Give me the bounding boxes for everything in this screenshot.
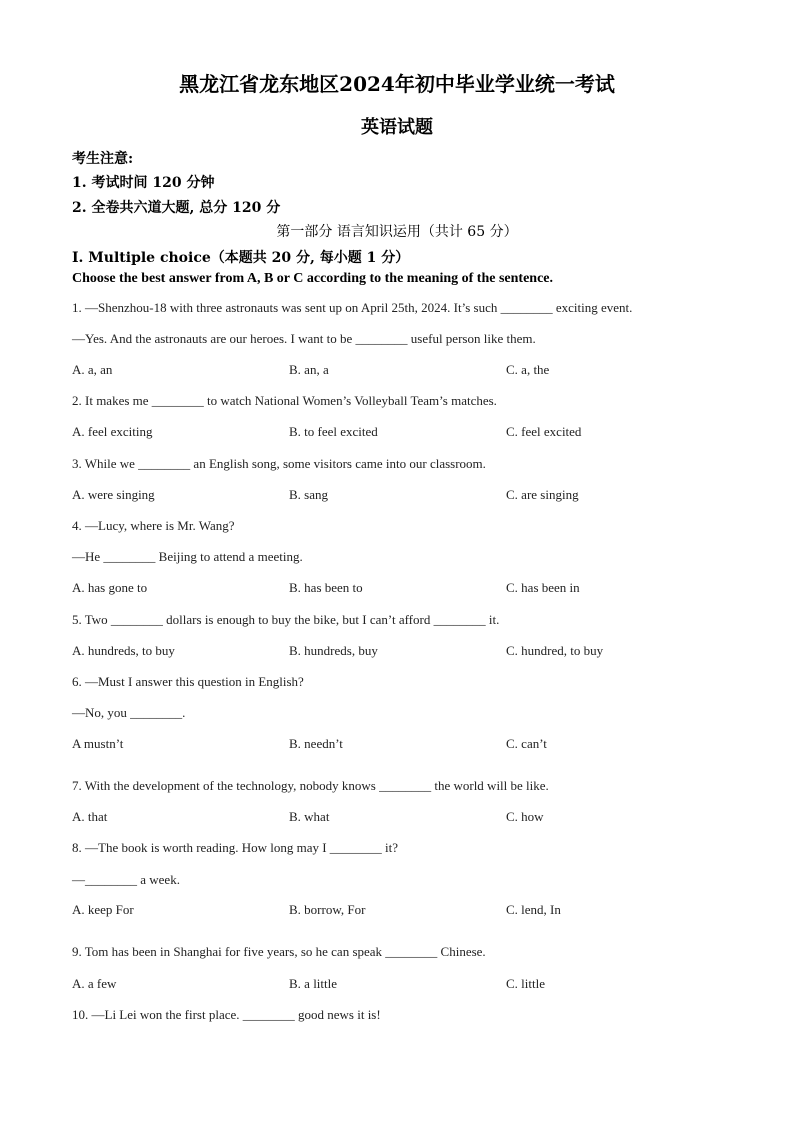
option-a: A. were singing [72, 487, 155, 502]
option-b: B. to feel excited [289, 424, 378, 439]
question-line: 5. Two ________ dollars is enough to buy the bike, but I can’t afford ________ it. [72, 612, 500, 627]
question-line: 9. Tom has been in Shanghai for five years, so he can speak ________ Chinese. [72, 944, 486, 959]
option-b: B. a little [289, 976, 338, 991]
option-c: C. are singing [506, 487, 579, 502]
option-c: C. a, the [506, 362, 550, 377]
question-line: 6. —Must I answer this question in English? [72, 674, 304, 689]
option-b: B. has been to [289, 580, 363, 595]
question-line: 2. It makes me ________ to watch National Women’s Volleyball Team’s matches. [72, 393, 497, 408]
notice-item: 1. 考试时间 120 分钟 [72, 175, 215, 191]
option-c: C. lend, In [506, 902, 561, 917]
question-line: 4. —Lucy, where is Mr. Wang? [72, 518, 235, 533]
section-instruction: Choose the best answer from A, B or C according to the meaning of the sentence. [72, 271, 554, 286]
question-line: 10. —Li Lei won the first place. ________ good news it is! [72, 1007, 381, 1022]
question-line: 7. With the development of the technology, nobody knows ________ the world will be like. [72, 778, 549, 793]
question-line: —________ a week. [72, 872, 180, 887]
option-a: A. that [72, 809, 108, 824]
notice-heading: 考生注意: [72, 151, 134, 167]
question-line: 3. While we ________ an English song, some visitors came into our classroom. [72, 456, 486, 471]
option-b: B. needn’t [289, 736, 343, 751]
option-c: C. little [506, 976, 545, 991]
option-b: B. hundreds, buy [289, 643, 378, 658]
option-a: A. a, an [72, 362, 113, 377]
question-line: 1. —Shenzhou-18 with three astronauts was sent up on April 25th, 2024. It’s such ________ exciting event. [72, 300, 633, 315]
question-line: 8. —The book is worth reading. How long may I ________ it? [72, 840, 399, 855]
option-c: C. has been in [506, 580, 580, 595]
question-line: —Yes. And the astronauts are our heroes. I want to be ________ useful person like them. [72, 331, 536, 346]
option-b: B. an, a [289, 362, 329, 377]
option-b: B. sang [289, 487, 328, 502]
exam-title: 黑龙江省龙东地区2024年初中毕业学业统一考试 [179, 72, 615, 96]
option-a: A. feel exciting [72, 424, 153, 439]
question-line: —He ________ Beijing to attend a meeting. [72, 549, 303, 564]
option-c: C. how [506, 809, 544, 824]
exam-subtitle: 英语试题 [361, 117, 433, 138]
option-a: A. has gone to [72, 580, 148, 595]
notice-item: 2. 全卷共六道大题, 总分 120 分 [72, 200, 281, 216]
option-c: C. can’t [506, 736, 547, 751]
option-a: A. keep For [72, 902, 134, 917]
question-line: —No, you ________. [72, 705, 186, 720]
option-a: A. a few [72, 976, 117, 991]
option-c: C. hundred, to buy [506, 643, 604, 658]
option-c: C. feel excited [506, 424, 582, 439]
part-heading: 第一部分 语言知识运用（共计 65 分） [276, 224, 518, 240]
section-title: I. Multiple choice（本题共 20 分, 每小题 1 分） [72, 250, 410, 266]
option-a: A. hundreds, to buy [72, 643, 175, 658]
option-a: A mustn’t [72, 736, 124, 751]
option-b: B. what [289, 809, 330, 824]
option-b: B. borrow, For [289, 902, 366, 917]
